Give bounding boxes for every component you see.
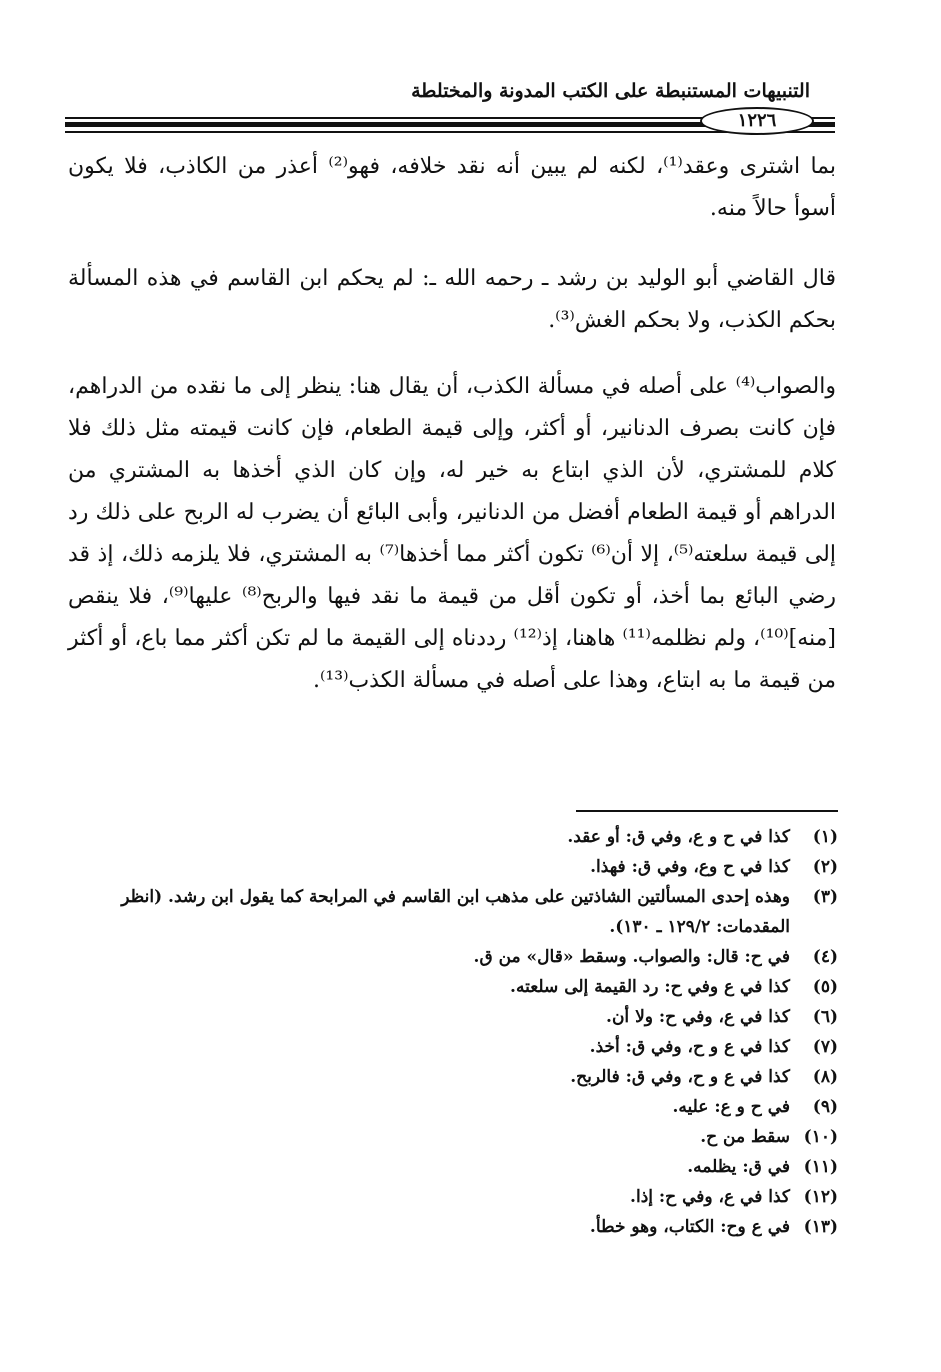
footnote-text: في ق: يظلمه. [687,1157,790,1177]
footnote-item [68,972,838,1002]
footnote-item [68,822,838,852]
footnote-number: (٧) [812,1037,838,1057]
footnote-number: (٣) [812,887,838,907]
footnote-number: (١) [812,827,838,847]
page-number-badge: ١٢٢٦ [700,107,814,135]
footnote-text: كذا في ع وفي ح: رد القيمة إلى سلعته. [510,977,790,997]
footnote-text: كذا في ح وع، وفي ق: فهذا. [590,857,790,877]
footnotes-list [68,822,838,1242]
footnote-text: في ح: قال: والصواب. وسقط «قال» من ق. [473,947,790,967]
footnote-item [68,1212,838,1242]
running-header-title: التنبيهات المستنبطة على الكتب المدونة والمختلطة [411,80,810,102]
footnote-number: (٢) [812,857,838,877]
footnote-item [68,852,838,882]
footnote-number: (٨) [812,1067,838,1087]
paragraph-3: والصواب⁽⁴⁾ على أصله في مسألة الكذب، أن يقال هنا: ينظر إلى ما نقده من الدراهم، فإن كانت بصرف الدنانير، أو أكثر، وإلى قيمة الطعام، فإن كانت قيمته مثل ذلك فلا كلام للمشتري، لأن الذي ابتاع به خير له، وإن كان الذي أخذها به المشتري من الدراهم أو قيمة الطعام أفضل من الدنانير، وأبى البائع أن يضرب له الربح على ذلك رد إلى قيمة سلعته⁽⁵⁾، إلا أن⁽⁶⁾ تكون أكثر مما أخذها⁽⁷⁾ به المشتري، فلا يلزمه ذلك، إذ قد رضي البائع بما أخذ، أو تكون أقل من قيمة ما نقد فيها والربح⁽⁸⁾ عليها⁽⁹⁾، فلا ينقص [منه]⁽¹⁰⁾، ولم نظلمه⁽¹¹⁾ هاهنا، إذ⁽¹²⁾ رددناه إلى القيمة ما لم تكن أكثر مما باع، أو أكثر من قيمة ما به ابتاع، وهذا على أصله في مسألة الكذب⁽¹³⁾. [68,374,836,693]
footnote-number: (٥) [812,977,838,997]
footnote-number: (١٣) [803,1217,838,1237]
footnote-item [68,1092,838,1122]
footnote-text: سقط من ح. [700,1127,790,1147]
footnote-item [68,882,838,942]
paragraph-2: قال القاضي أبو الوليد بن رشد ـ رحمه الله ـ: لم يحكم ابن القاسم في هذه المسألة بحكم الكذب، ولا بحكم الغش⁽³⁾. [68,266,836,333]
footnote-text: في ح و ع: عليه. [672,1097,790,1117]
footnote-text: كذا في ع و ح، وفي ق: أخذ. [589,1037,790,1057]
footnote-number: (١٠) [803,1127,838,1147]
footnote-text: كذا في ع و ح، وفي ق: فالربح. [570,1067,790,1087]
footnote-item [68,1032,838,1062]
footnote-item [68,1122,838,1152]
footnote-item [68,1062,838,1092]
footnote-separator [576,810,838,812]
footnote-number: (٦) [812,1007,838,1027]
paragraph-1: بما اشترى وعقد⁽¹⁾، لكنه لم يبين أنه نقد خلافه، فهو⁽²⁾ أعذر من الكاذب، فلا يكون أسوأ حالاً منه. [68,154,836,221]
footnote-text: كذا في ح و ع، وفي ق: أو عقد. [567,827,790,847]
footnote-item [68,1002,838,1032]
footnote-text: في ع وح: الكتاب، وهو خطأ. [589,1217,790,1237]
footnote-item [68,1152,838,1182]
footnote-number: (١٢) [803,1187,838,1207]
footnote-text: وهذه إحدى المسألتين الشاذتين على مذهب ابن القاسم في المرابحة كما يقول ابن رشد. (انظر المقدمات: ١٢٩/٢ ـ ١٣٠). [121,887,790,937]
footnote-number: (٩) [812,1097,838,1117]
footnote-number: (٤) [812,947,838,967]
footnote-text: كذا في ع، وفي ح: ولا أن. [606,1007,790,1027]
footnote-item [68,1182,838,1212]
footnote-item [68,942,838,972]
footnote-number: (١١) [803,1157,838,1177]
footnote-text: كذا في ع، وفي ح: إذا. [630,1187,790,1207]
